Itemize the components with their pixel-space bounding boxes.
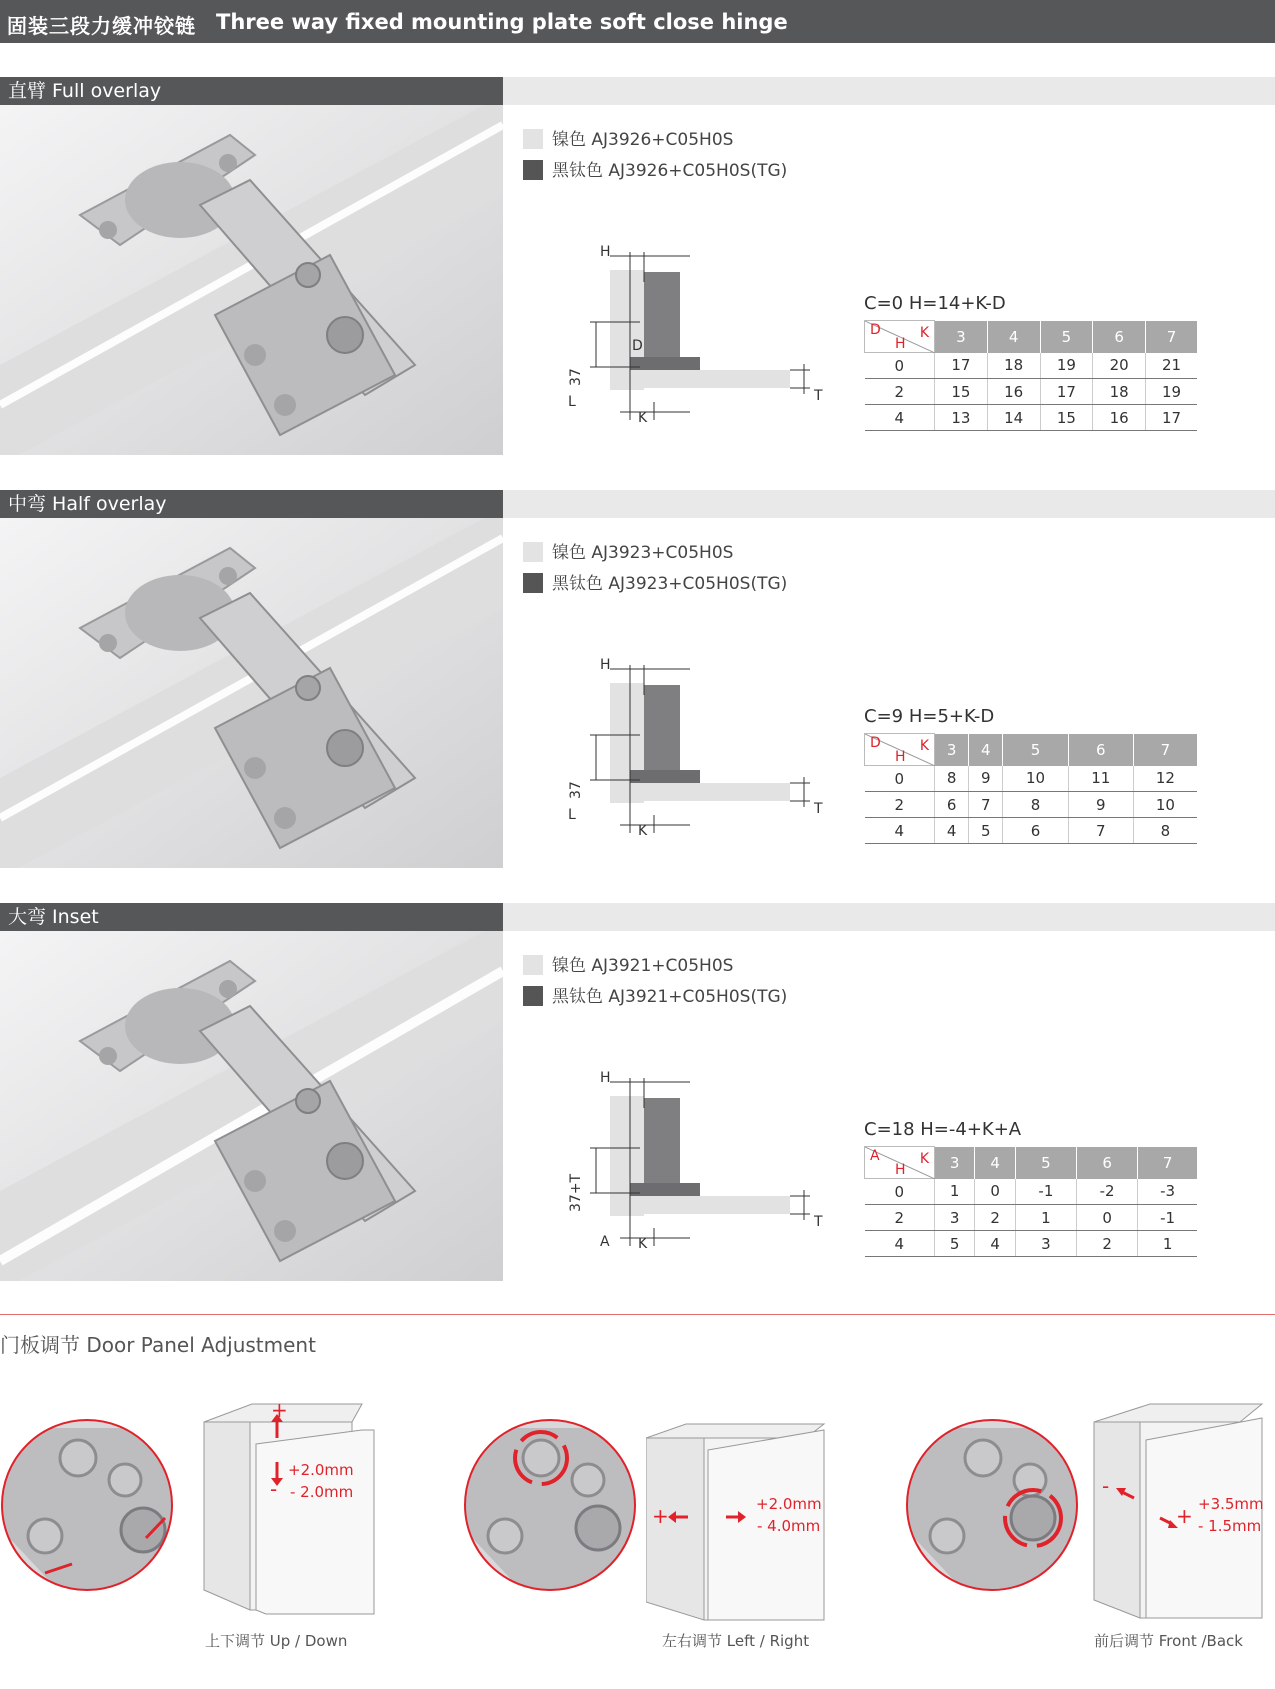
- hinge-dimension-diagram: [568, 244, 830, 432]
- table-cell: 11: [1068, 766, 1133, 792]
- row-header: 2: [865, 379, 935, 405]
- column-header: 6: [1068, 734, 1133, 766]
- minus-sign: -: [738, 1504, 746, 1528]
- adjust-plus-value: +3.5mm: [1198, 1495, 1264, 1513]
- column-header: 3: [935, 734, 969, 766]
- column-header: 4: [969, 734, 1003, 766]
- table-cell: 7: [969, 792, 1003, 818]
- table-row: [865, 1205, 1198, 1231]
- table-cell: 19: [1040, 353, 1093, 379]
- cell-variable: H: [895, 749, 906, 765]
- table-cell: 0: [975, 1179, 1015, 1205]
- section-inset: [0, 903, 1275, 1281]
- plus-sign: +: [652, 1504, 669, 1528]
- diagram-label: K: [638, 1236, 648, 1252]
- diagram-label: 37: [568, 781, 584, 799]
- section-heading: 大弯 Inset: [0, 903, 503, 931]
- adjustment-title: 门板调节 Door Panel Adjustment: [0, 1333, 316, 1357]
- finish-label: 镍色 AJ3921+C05H0S: [552, 956, 734, 976]
- table-cell: 10: [1133, 792, 1197, 818]
- table-cell: 20: [1093, 353, 1146, 379]
- hinge-closeup-leftright-image: [463, 1418, 637, 1592]
- plus-sign: +: [271, 1398, 288, 1422]
- row-header: 4: [865, 405, 935, 431]
- column-variable: K: [919, 738, 929, 754]
- finish-option: [523, 160, 787, 182]
- row-header: 2: [865, 1205, 935, 1231]
- table-row: [865, 353, 1198, 379]
- section-heading: 中弯 Half overlay: [0, 490, 503, 518]
- table-cell: -2: [1077, 1179, 1138, 1205]
- adjust-minus-value: - 4.0mm: [757, 1517, 821, 1535]
- column-variable: K: [919, 1151, 929, 1167]
- column-header: 7: [1138, 1147, 1197, 1179]
- diagram-label: T: [814, 801, 823, 817]
- row-variable: A: [870, 1148, 880, 1164]
- table-cell: 15: [1040, 405, 1093, 431]
- column-header: 4: [975, 1147, 1015, 1179]
- adjust-plus-value: +2.0mm: [756, 1495, 822, 1513]
- column-variable: K: [919, 325, 929, 341]
- diagram-label: L: [568, 807, 576, 823]
- table-cell: 17: [935, 353, 988, 379]
- row-header: 4: [865, 818, 935, 844]
- column-header: 5: [1003, 734, 1068, 766]
- finish-option: [523, 955, 733, 977]
- column-header: 7: [1133, 734, 1197, 766]
- section-divider: [0, 1314, 1275, 1315]
- table-row: [865, 1231, 1198, 1257]
- table-cell: 2: [1077, 1231, 1138, 1257]
- cell-variable: H: [895, 336, 906, 352]
- diagram-label: K: [638, 410, 648, 426]
- adjust-minus-value: - 2.0mm: [290, 1483, 354, 1501]
- table-corner: [865, 1147, 935, 1179]
- table-cell: 21: [1146, 353, 1198, 379]
- table-cell: 6: [1003, 818, 1068, 844]
- table-cell: 5: [935, 1231, 975, 1257]
- adjust-caption: 前后调节 Front /Back: [1094, 1632, 1243, 1650]
- column-header: 6: [1093, 321, 1146, 353]
- table-cell: 8: [1133, 818, 1197, 844]
- diagram-label: D: [632, 338, 643, 354]
- table-cell: 12: [1133, 766, 1197, 792]
- column-header: 4: [987, 321, 1040, 353]
- table-cell: 2: [975, 1205, 1015, 1231]
- finish-swatch-icon: [523, 129, 543, 149]
- finish-label: 镍色 AJ3926+C05H0S: [552, 130, 734, 150]
- diagram-label: A: [600, 1234, 610, 1250]
- finish-swatch-icon: [523, 160, 543, 180]
- table-cell: 8: [1003, 792, 1068, 818]
- section-heading: 直臂 Full overlay: [0, 77, 503, 105]
- table-cell: 14: [987, 405, 1040, 431]
- page-header: [0, 0, 1275, 43]
- column-header: 7: [1146, 321, 1198, 353]
- finish-label: 黑钛色 AJ3926+C05H0S(TG): [552, 161, 788, 181]
- table-row: [865, 766, 1198, 792]
- section-heading-bar: [503, 903, 1275, 931]
- table-cell: 4: [935, 818, 969, 844]
- finish-swatch-icon: [523, 542, 543, 562]
- formula: C=0 H=14+K-D: [864, 293, 1006, 314]
- table-cell: 4: [975, 1231, 1015, 1257]
- table-row: [865, 1179, 1198, 1205]
- row-header: 0: [865, 766, 935, 792]
- table-cell: 18: [987, 353, 1040, 379]
- finish-swatch-icon: [523, 573, 543, 593]
- table-cell: -1: [1138, 1205, 1197, 1231]
- table-cell: 19: [1146, 379, 1198, 405]
- hinge-closeup-frontback-image: [905, 1418, 1079, 1592]
- row-header: 0: [865, 1179, 935, 1205]
- adjust-minus-value: - 1.5mm: [1198, 1517, 1262, 1535]
- header-title-en: Three way fixed mounting plate soft close hinge: [216, 10, 788, 34]
- diagram-label: H: [600, 657, 611, 673]
- section-heading-bar: [503, 490, 1275, 518]
- formula: C=18 H=-4+K+A: [864, 1119, 1022, 1140]
- column-header: 3: [935, 321, 988, 353]
- table-cell: 13: [935, 405, 988, 431]
- table-cell: 3: [935, 1205, 975, 1231]
- minus-sign: -: [270, 1477, 278, 1501]
- finish-swatch-icon: [523, 986, 543, 1006]
- table-row: [865, 792, 1198, 818]
- finish-label: 黑钛色 AJ3921+C05H0S(TG): [552, 987, 788, 1007]
- hinge-product-photo: [0, 518, 503, 868]
- finish-option: [523, 986, 787, 1008]
- diagram-label: T: [814, 1214, 823, 1230]
- table-cell: 5: [969, 818, 1003, 844]
- diagram-label: 37+T: [568, 1173, 584, 1212]
- row-header: 0: [865, 353, 935, 379]
- table-cell: 9: [969, 766, 1003, 792]
- table-cell: 3: [1015, 1231, 1076, 1257]
- diagram-label: 37: [568, 368, 584, 386]
- diagram-label: L: [568, 394, 576, 410]
- finish-option: [523, 129, 733, 151]
- table-cell: 8: [935, 766, 969, 792]
- table-cell: 7: [1068, 818, 1133, 844]
- plus-sign: +: [1176, 1504, 1193, 1528]
- table-cell: 15: [935, 379, 988, 405]
- adjust-plus-value: +2.0mm: [288, 1461, 354, 1479]
- table-row: [865, 405, 1198, 431]
- table-cell: -3: [1138, 1179, 1197, 1205]
- diagram-label: K: [638, 823, 648, 839]
- finish-swatch-icon: [523, 955, 543, 975]
- column-header: 5: [1040, 321, 1093, 353]
- minus-sign: -: [1102, 1474, 1110, 1498]
- row-variable: D: [870, 322, 881, 338]
- table-cell: 10: [1003, 766, 1068, 792]
- door-panel-updown-image: [202, 1400, 377, 1620]
- table-cell: 1: [1015, 1205, 1076, 1231]
- diagram-label: H: [600, 244, 611, 260]
- table-row: [865, 818, 1198, 844]
- spec-table: [864, 1146, 1197, 1257]
- cell-variable: H: [895, 1162, 906, 1178]
- table-cell: 17: [1146, 405, 1198, 431]
- finish-label: 镍色 AJ3923+C05H0S: [552, 543, 734, 563]
- finish-option: [523, 542, 733, 564]
- diagram-label: T: [814, 388, 823, 404]
- hinge-product-photo: [0, 105, 503, 455]
- column-header: 6: [1077, 1147, 1138, 1179]
- spec-table: [864, 320, 1197, 431]
- diagram-label: H: [600, 1070, 611, 1086]
- finish-label: 黑钛色 AJ3923+C05H0S(TG): [552, 574, 788, 594]
- adjust-caption: 上下调节 Up / Down: [205, 1632, 348, 1650]
- hinge-dimension-diagram: [568, 1070, 830, 1258]
- table-corner: [865, 321, 935, 353]
- section-half-overlay: [0, 490, 1275, 868]
- hinge-closeup-updown-image: [0, 1418, 174, 1592]
- section-full-overlay: [0, 77, 1275, 455]
- adjust-caption: 左右调节 Left / Right: [662, 1632, 810, 1650]
- table-cell: 18: [1093, 379, 1146, 405]
- row-header: 4: [865, 1231, 935, 1257]
- header-title-cn: 固装三段力缓冲铰链: [7, 14, 196, 38]
- column-header: 3: [935, 1147, 975, 1179]
- table-cell: 1: [1138, 1231, 1197, 1257]
- finish-option: [523, 573, 787, 595]
- table-corner: [865, 734, 935, 766]
- table-cell: 0: [1077, 1205, 1138, 1231]
- formula: C=9 H=5+K-D: [864, 706, 995, 727]
- table-cell: 9: [1068, 792, 1133, 818]
- table-cell: 17: [1040, 379, 1093, 405]
- column-header: 5: [1015, 1147, 1076, 1179]
- table-row: [865, 379, 1198, 405]
- section-heading-bar: [503, 77, 1275, 105]
- table-cell: 16: [987, 379, 1040, 405]
- table-cell: -1: [1015, 1179, 1076, 1205]
- table-cell: 1: [935, 1179, 975, 1205]
- row-header: 2: [865, 792, 935, 818]
- spec-table: [864, 733, 1197, 844]
- hinge-dimension-diagram: [568, 657, 830, 845]
- table-cell: 6: [935, 792, 969, 818]
- hinge-product-photo: [0, 931, 503, 1281]
- row-variable: D: [870, 735, 881, 751]
- table-cell: 16: [1093, 405, 1146, 431]
